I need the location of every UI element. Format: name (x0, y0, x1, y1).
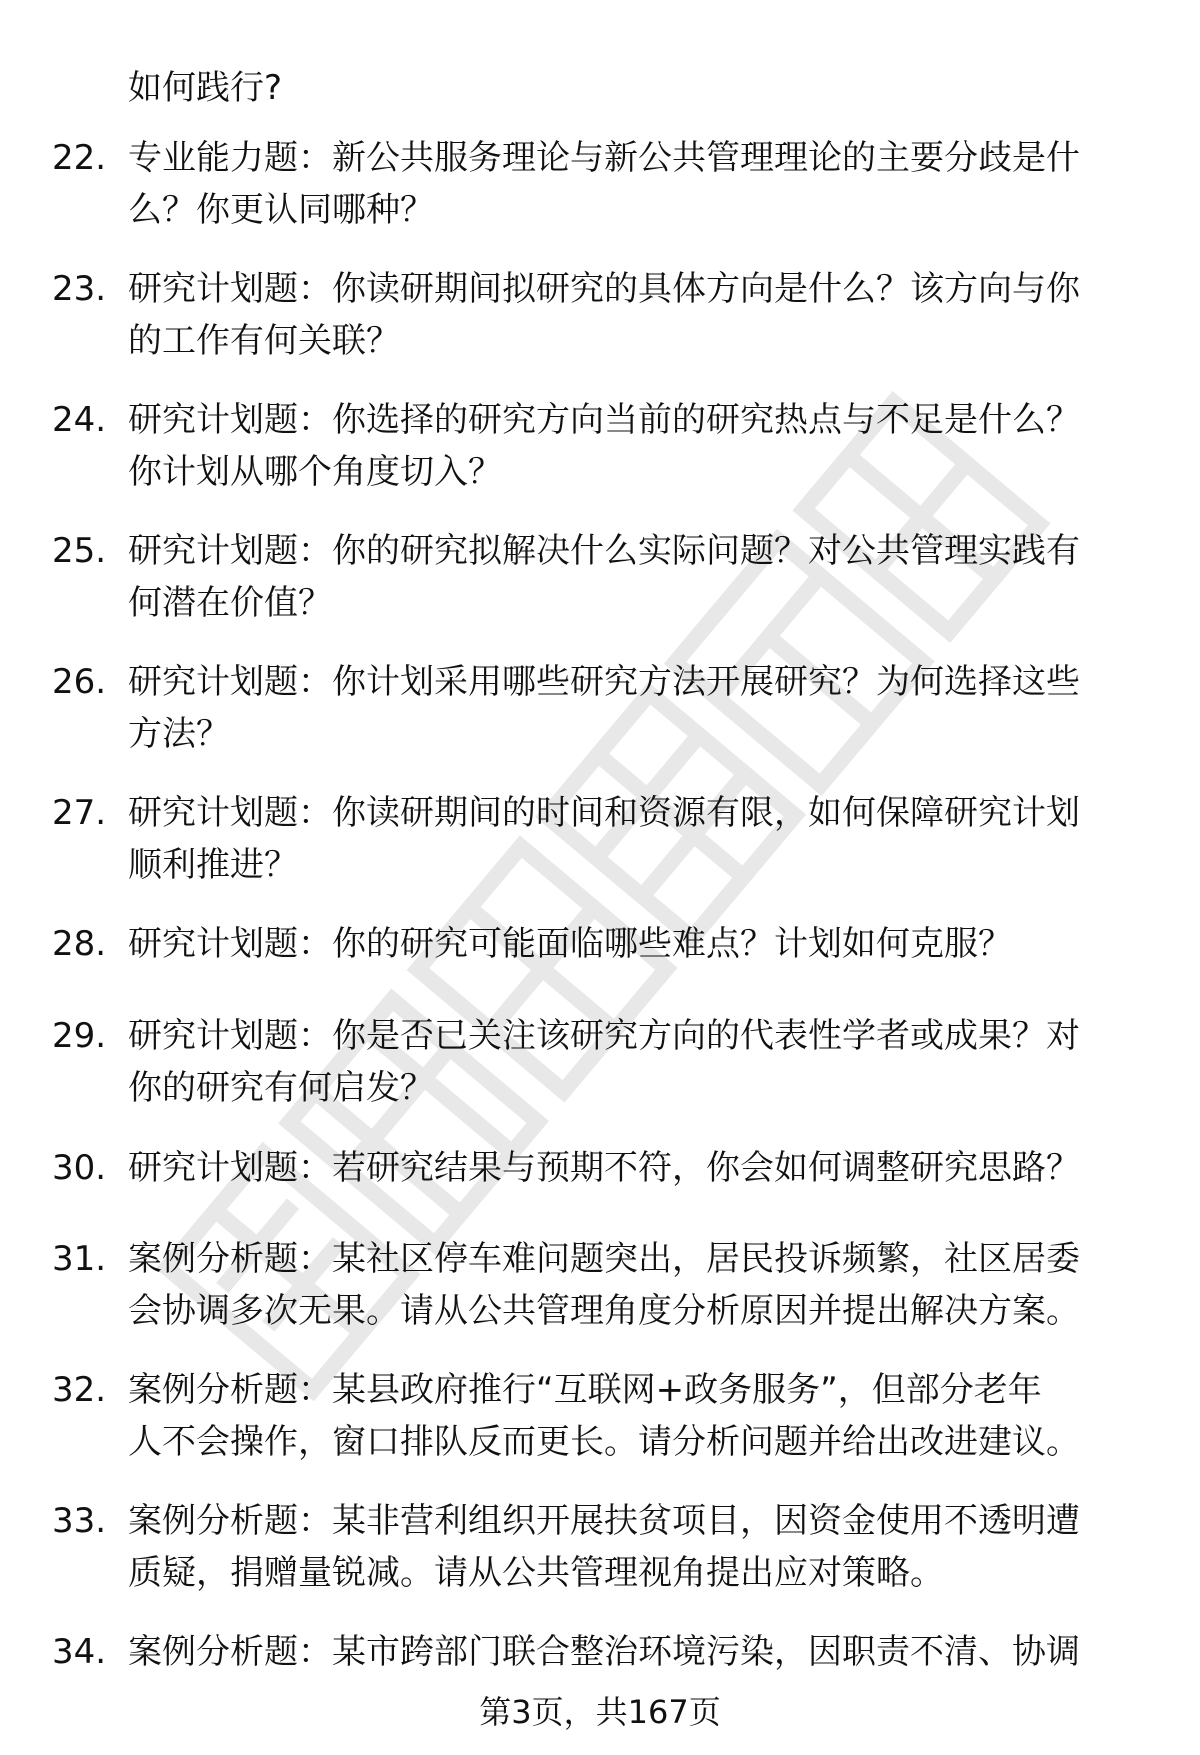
question-number: 23. (52, 269, 107, 309)
question-line: 的工作有何关联？ (128, 321, 400, 361)
question-line: 顺利推进？ (128, 845, 298, 885)
question-text (128, 1626, 1138, 1678)
page-number-footer: 第3页，共167页 (479, 1693, 721, 1731)
question-line: 会协调多次无果。请从公共管理角度分析原因并提出解决方案。 (128, 1291, 1080, 1331)
question-number: 28. (52, 924, 107, 964)
question-text (128, 1233, 1138, 1337)
question-line: 案例分析题：某县政府推行“互联网+政务服务”，但部分老年 (128, 1370, 1042, 1410)
question-text (128, 787, 1138, 891)
question-line: 研究计划题：你计划采用哪些研究方法开展研究？为何选择这些 (128, 662, 1080, 702)
question-line: 研究计划题：你读研期间拟研究的具体方向是什么？该方向与你 (128, 269, 1080, 309)
question-text (128, 525, 1138, 629)
question-number: 27. (52, 793, 107, 833)
question-line: 专业能力题：新公共服务理论与新公共管理理论的主要分歧是什 (128, 138, 1080, 178)
question-number: 30. (52, 1148, 107, 1188)
question-text (128, 132, 1138, 236)
question-line: 你的研究有何启发？ (128, 1068, 434, 1108)
question-line: 你计划从哪个角度切入？ (128, 452, 502, 492)
question-number: 33. (52, 1501, 107, 1541)
question-line: 研究计划题：你选择的研究方向当前的研究热点与不足是什么？ (128, 400, 1080, 440)
question-number: 26. (52, 662, 107, 702)
question-number: 31. (52, 1239, 107, 1279)
question-line: 案例分析题：某社区停车难问题突出，居民投诉频繁，社区居委 (128, 1239, 1080, 1279)
question-text (128, 263, 1138, 367)
question-line: 质疑，捐赠量锐减。请从公共管理视角提出应对策略。 (128, 1553, 944, 1593)
question-line: 人不会操作，窗口排队反而更长。请分析问题并给出改进建议。 (128, 1422, 1080, 1462)
question-number: 29. (52, 1016, 107, 1056)
question-line: 方法？ (128, 714, 230, 754)
question-text (128, 1142, 1138, 1194)
question-number: 32. (52, 1370, 107, 1410)
question-text (128, 1364, 1138, 1468)
question-number: 25. (52, 531, 107, 571)
question-line: 研究计划题：你的研究拟解决什么实际问题？对公共管理实践有 (128, 531, 1080, 571)
question-number: 24. (52, 400, 107, 440)
continued-question-text: 如何践行? (128, 68, 283, 108)
question-number: 34. (52, 1632, 107, 1672)
question-line: 研究计划题：你的研究可能面临哪些难点？计划如何克服？ (128, 924, 1012, 964)
question-text (128, 394, 1138, 498)
question-line: 研究计划题：若研究结果与预期不符，你会如何调整研究思路？ (128, 1148, 1080, 1188)
question-number: 22. (52, 138, 107, 178)
question-text (128, 1010, 1138, 1114)
question-text (128, 918, 1138, 970)
question-text (128, 1495, 1138, 1599)
question-text (128, 656, 1138, 760)
question-line: 研究计划题：你是否已关注该研究方向的代表性学者或成果？对 (128, 1016, 1080, 1056)
question-line: 案例分析题：某市跨部门联合整治环境污染，因职责不清、协调 (128, 1632, 1080, 1672)
question-line: 么？你更认同哪种？ (128, 190, 434, 230)
question-line: 何潜在价值？ (128, 583, 332, 623)
question-line: 案例分析题：某非营利组织开展扶贫项目，因资金使用不透明遭 (128, 1501, 1080, 1541)
question-line: 研究计划题：你读研期间的时间和资源有限，如何保障研究计划 (128, 793, 1080, 833)
